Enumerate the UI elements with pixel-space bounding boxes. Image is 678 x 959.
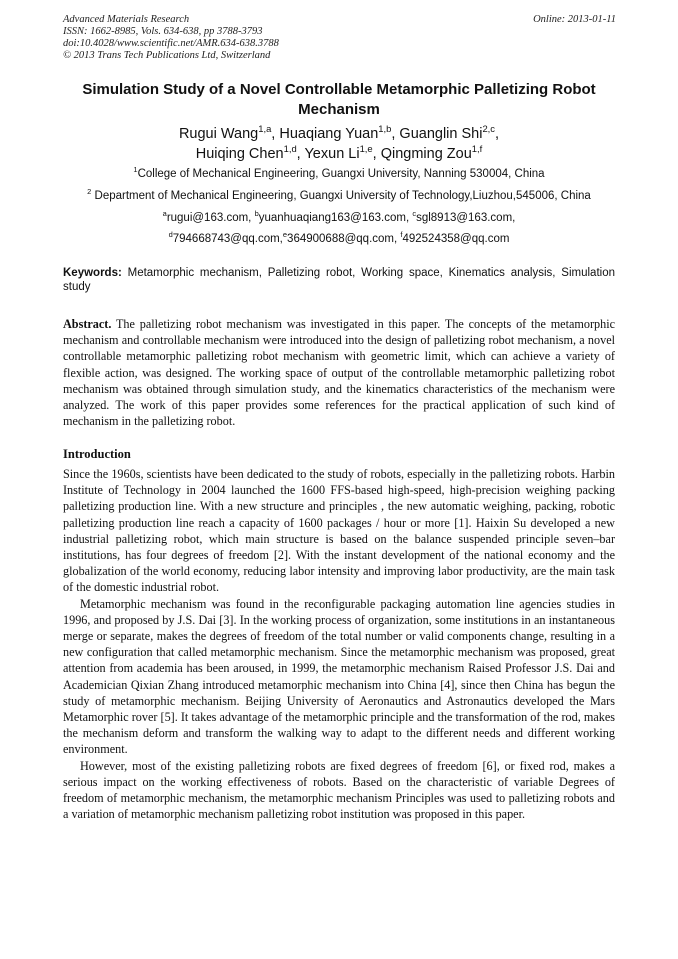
author: Qingming Zou$^{1,f}$ <box>380 143 483 162</box>
journal-name: Advanced Materials Research <box>63 14 190 25</box>
author-list: Rugui Wang$^{1,a}$, Huaqiang Yuan$^{1,b}$, Guanglin Shi$^{2,c}$, Huiqing Chen$^{1,d}$, Yexun Li$^{1,e}$, Qingming Zou$^{1,f}$ <box>178 123 500 162</box>
issn-line: ISSN: 1662-8985, Vols. 634-638, pp 3788-3793 <box>63 26 263 37</box>
author: Guanglin Shi$^{2,c}$ <box>399 123 496 142</box>
paragraph: Metamorphic mechanism was found in the reconfigurable packaging automation line agencies studies in 1996, and proposed by J.S. Dai [3]. In the working process of organization, some institutions in an instantaneous merge or separate, makes the degrees of freedom of the total number or valid components change, resulting in a new configuration that called metamorphic mechanism. Since the metamorphic mechanism was proposed, great attention from academia has been aroused, in 1999, the metamorphic mechanism Raised Professor J.S. Dai and Academician Qixian Zhang introduced metamorphic mechanism into China [4], since then China has begun the study of metamorphic mechanism. Beijing University of Aeronautics and Astronautics developed the Mars Metamorphic rover [5]. It takes advantage of the metamorphic principle and the transformation of the rod, makes the mechanism deform and transform the walking way to adapt to the different needs and different working environment. <box>63 596 615 757</box>
keywords-text: Metamorphic mechanism, Palletizing robot, Working space, Kinematics analysis, Simulation study <box>63 267 615 293</box>
journal-header <box>63 14 279 62</box>
keywords <box>63 266 615 294</box>
author: Yexun Li$^{1,e}$ <box>304 143 373 162</box>
online-date: Online: 2013-01-11 <box>533 14 616 25</box>
email-line-2: $^d$794668743@qq.com,$^e$364900688@qq.com, $^f$492524358@qq.com <box>168 230 510 245</box>
author: Rugui Wang$^{1,a}$ <box>178 123 272 142</box>
author: Huaqiang Yuan$^{1,b}$ <box>279 123 392 142</box>
doi-line: doi:10.4028/www.scientific.net/AMR.634-638.3788 <box>63 38 279 49</box>
abstract <box>63 316 615 429</box>
author: Huiqing Chen$^{1,d}$ <box>195 143 297 162</box>
paragraph: Since the 1960s, scientists have been dedicated to the study of robots, especially in the palletizing robots. Harbin Institute of Technology in 2004 launched the 1600 FFS-based high-speed, high-precision weighing packing palletizing production line. With a new structure and principles , the new automatic weighing, packing, robotic palletizing production line reach a capacity of 1600 packages / hour or more [1]. Haixin Su developed a new industrial palletizing robot, which main structure is based on the balance suspended principle seven–bar institutions, has four degrees of freedom [2]. With the instant development of the national economy and the globalization of the world economy, reducing labor intensity and improving labor productivity, are the main task of the domestic industrial robot. <box>63 467 615 595</box>
abstract-label: Abstract. <box>63 317 112 331</box>
copyright-line: © 2013 Trans Tech Publications Ltd, Switzerland <box>63 50 271 61</box>
affiliation-2: $^2$ Department of Mechanical Engineering, Guangxi University of Technology,Liuzhou,545006, China <box>87 187 591 202</box>
paper-title: Simulation Study of a Novel Controllable Metamorphic Palletizing Robot Mechanism <box>82 81 596 118</box>
email-line-1: $^a$rugui@163.com, $^b$yuanhuaqiang163@163.com, $^c$sgl8913@163.com, <box>162 209 516 224</box>
keywords-label: Keywords: <box>63 267 122 279</box>
affiliation-1: $^1$College of Mechanical Engineering, Guangxi University, Nanning 530004, China <box>133 165 545 180</box>
paragraph: However, most of the existing palletizing robots are fixed degrees of freedom [6], or fixed rod, makes a serious impact on the working effectiveness of robots. Based on the characteristic of variable Degrees of freedom of metamorphic mechanism, the metamorphic mechanism Principles was used to palletizing robots and a variation of metamorphic mechanism palletizing robot institution was proposed in this paper. <box>63 758 615 822</box>
introduction-body <box>63 466 615 822</box>
section-heading-introduction: Introduction <box>63 447 131 461</box>
abstract-text: The palletizing robot mechanism was investigated in this paper. The concepts of the metamorphic mechanism and controllable mechanism were introduced into the design of palletizing robot mechanism, a novel controllable metamorphic palletizing robot mechanism with geometric limit, which can achieve a variety of flexible action, was designed. The working space of output of the controllable metamorphic palletizing robot mechanism was obtained through simulation study, and the kinematics characteristics of the mechanism were analyzed. The work of this paper provides some references for the practical application of such kind of mechanism in the palletizing robot. <box>63 317 615 429</box>
